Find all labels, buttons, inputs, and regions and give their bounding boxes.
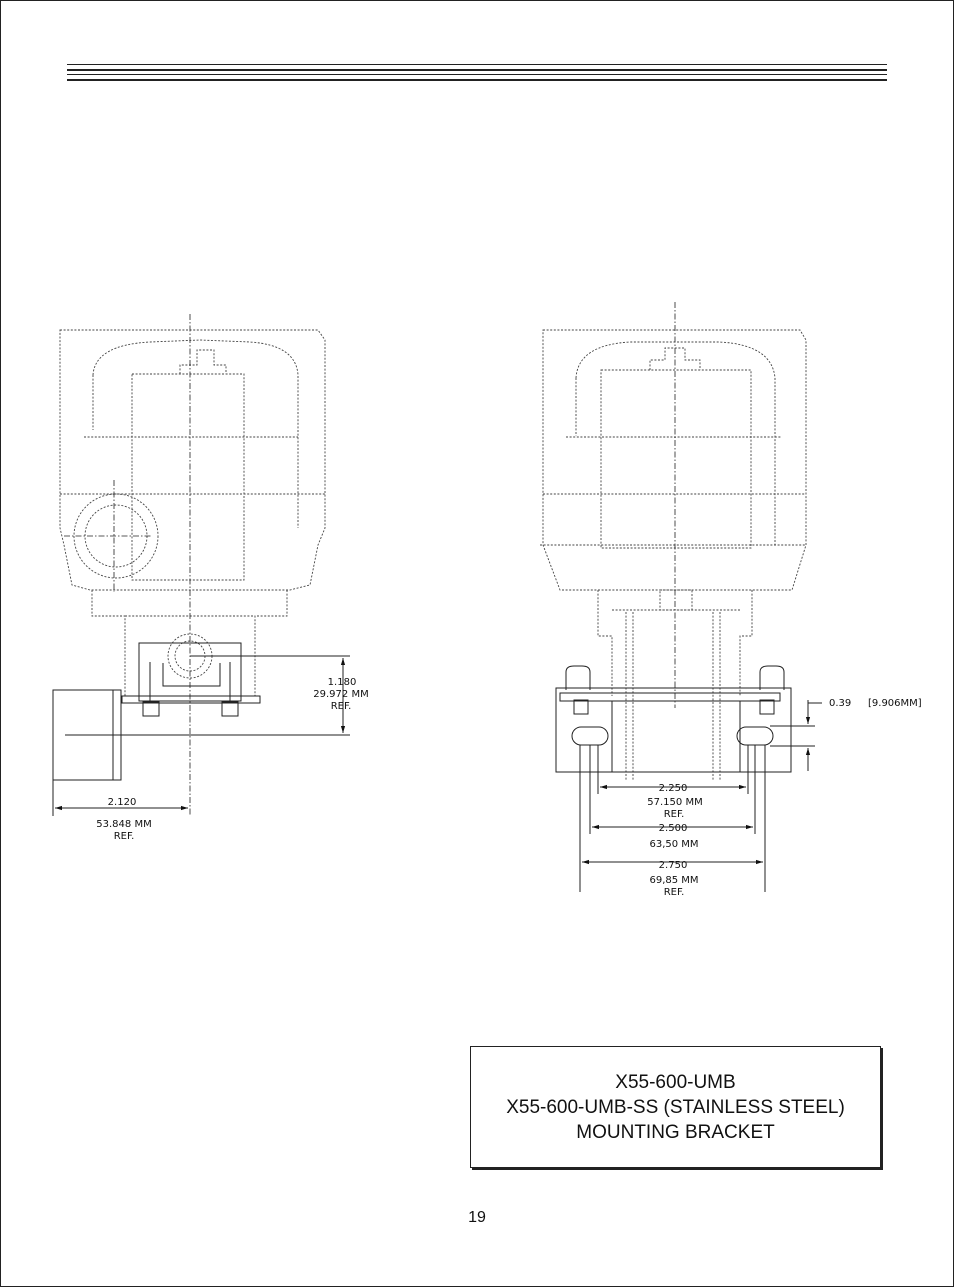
dim-outer-inch: 2.750 xyxy=(658,860,688,871)
dim-inner-ref: REF. xyxy=(663,809,685,820)
dim-outer-mm: 69,85 MM xyxy=(649,875,699,886)
dim-offset-inch: 2.120 xyxy=(107,797,137,808)
page-number: 19 xyxy=(468,1209,486,1226)
dim-outer-ref: REF. xyxy=(663,887,685,898)
dim-slot-inch: 0.39 xyxy=(829,698,852,709)
title-line-model: X55-600-UMB xyxy=(615,1071,736,1093)
title-line-model-ss: X55-600-UMB-SS (STAINLESS STEEL) xyxy=(506,1096,845,1118)
dim-height-mm: 29.972 MM xyxy=(313,689,369,700)
dim-height-ref: REF. xyxy=(330,701,352,712)
dim-inner-mm: 57.150 MM xyxy=(647,797,703,808)
dim-height-inch: 1.180 xyxy=(327,677,357,688)
dim-offset-ref: REF. xyxy=(113,831,135,842)
dim-middle-mm: 63,50 MM xyxy=(649,839,699,850)
title-line-description: MOUNTING BRACKET xyxy=(576,1121,775,1143)
dim-middle-inch: 2.500 xyxy=(658,823,688,834)
dim-slot-mm: [9.906MM] xyxy=(868,698,922,709)
dim-offset-mm: 53.848 MM xyxy=(96,819,152,830)
title-block xyxy=(470,1046,881,1168)
left-side-view xyxy=(53,314,350,816)
dim-inner-inch: 2.250 xyxy=(658,783,688,794)
